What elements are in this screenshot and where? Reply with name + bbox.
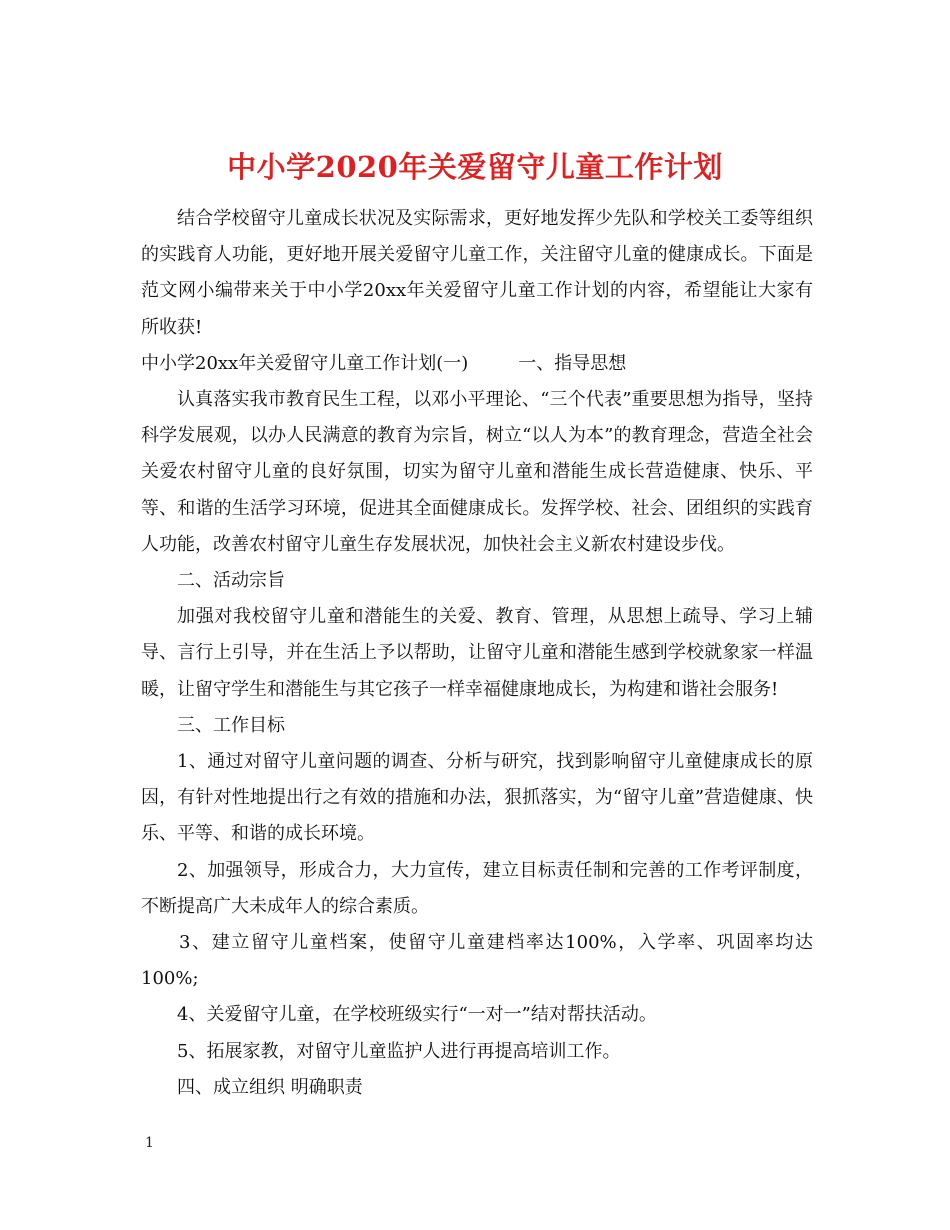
document-title: 中小学2020年关爱留守儿童工作计划 bbox=[227, 150, 723, 185]
document-body bbox=[141, 201, 813, 1106]
section-4-heading: 四、成立组织 明确职责 bbox=[177, 1076, 363, 1098]
goal-item-5: 5、拓展家教，对留守儿童监护人进行再提高培训工作。 bbox=[177, 1040, 621, 1062]
goal-item-4: 4、关爱留守儿童，在学校班级实行“一对一”结对帮扶活动。 bbox=[177, 1004, 657, 1026]
plan-heading-line bbox=[141, 346, 813, 382]
page-number: 1 bbox=[145, 1135, 154, 1151]
section-1-heading: 一、指导思想 bbox=[518, 352, 627, 374]
section-3-heading: 三、工作目标 bbox=[177, 714, 285, 736]
intro-paragraph: 结合学校留守儿童成长状况及实际需求，更好地发挥少先队和学校关工委等组织的实践育人功能，更好地开展关爱留守儿童工作，关注留守儿童的健康成长。下面是范文网小编带来关于中小学20xx年关爱留守儿童工作计划的内容，希望能让大家有所收获! bbox=[141, 208, 813, 338]
goal-item-2: 2、加强领导，形成合力，大力宣传，建立目标责任制和完善的工作考评制度，不断提高广大未成年人的综合素质。 bbox=[141, 859, 813, 917]
section-1-body: 认真落实我市教育民生工程，以邓小平理论、“三个代表”重要思想为指导，坚持科学发展观，以办人民满意的教育为宗旨，树立“以人为本”的教育理念，营造全社会关爱农村留守儿童的良好氛围，切实为留守儿童和潜能生成长营造健康、快乐、平等、和谐的生活学习环境，促进其全面健康成长。发挥学校、社会、团组织的实践育人功能，改善农村留守儿童生存发展状况，加快社会主义新农村建设步伐。 bbox=[141, 389, 813, 555]
goal-item-3: 3、建立留守儿童档案，使留守儿童建档率达100%，入学率、巩固率均达100%; bbox=[141, 932, 813, 990]
section-2-body: 加强对我校留守儿童和潜能生的关爱、教育、管理，从思想上疏导、学习上辅导、言行上引导，并在生活上予以帮助，让留守儿童和潜能生感到学校就象家一样温暖，让留守学生和潜能生与其它孩子一样幸福健康地成长，为构建和谐社会服务! bbox=[141, 606, 813, 700]
goal-item-1: 1、通过对留守儿童问题的调查、分析与研究，找到影响留守儿童健康成长的原因，有针对性地提出行之有效的措施和办法，狠抓落实，为“留守儿童”营造健康、快乐、平等、和谐的成长环境。 bbox=[141, 751, 813, 845]
plan-label: 中小学20xx年关爱留守儿童工作计划(一) bbox=[141, 352, 469, 374]
section-2-heading: 二、活动宗旨 bbox=[177, 570, 285, 592]
